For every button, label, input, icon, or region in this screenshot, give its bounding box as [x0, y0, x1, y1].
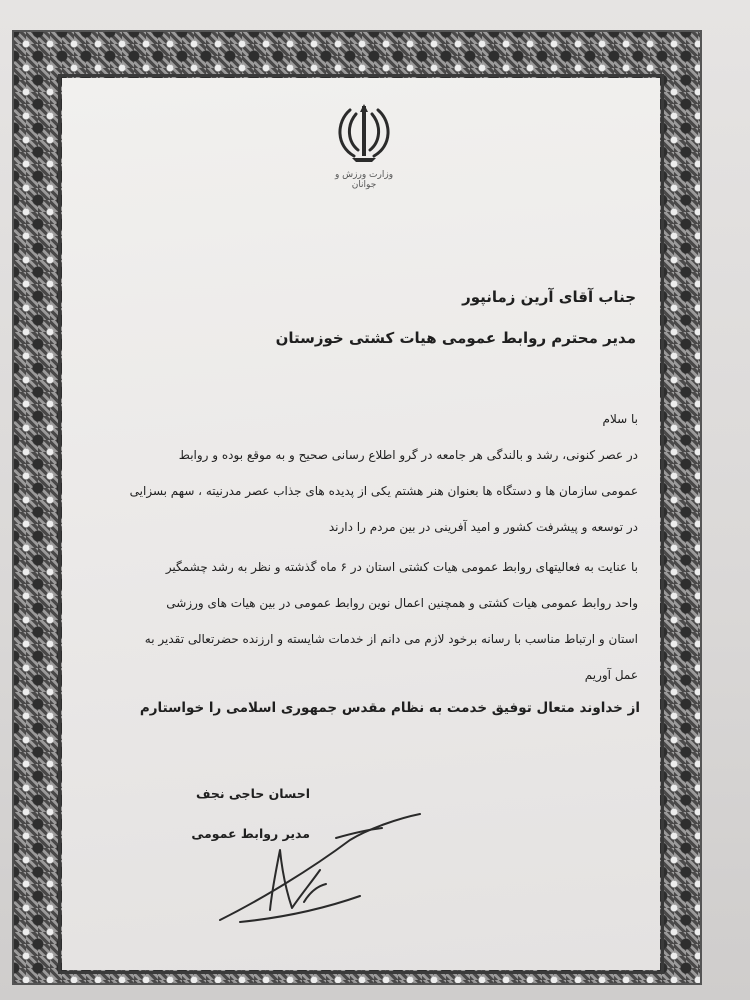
handwritten-signature — [200, 800, 440, 940]
body-line: با عنایت به فعالیتهای روابط عمومی هیات کشتی استان در ۶ ماه گذشته و نظر به رشد چشمگیر — [165, 560, 638, 574]
ministry-caption: وزارت ورزش و جوانان — [334, 170, 394, 190]
recipient-name: جناب آقای آرین زمانپور — [462, 288, 636, 306]
body-line: عمومی سازمان ها و دستگاه ها بعنوان هنر هشتم یکی از پدیده های جذاب عصر مدرنیته ، سهم بسزایی — [129, 484, 638, 498]
body-line: عمل آوریم — [584, 668, 638, 682]
recipient-title: مدیر محترم روابط عمومی هیات کشتی خوزستان — [275, 329, 636, 347]
body-line: استان و ارتباط مناسب با رسانه برخود لازم می دانم از خدمات شایسته و ارزنده حضرتعالی تقدیر به — [144, 632, 638, 646]
body-line: واحد روابط عمومی هیات کشتی و همچنین اعمال نوین روابط عمومی در بین هیات های ورزشی — [166, 596, 638, 610]
closing-line: از خداوند متعال توفیق خدمت به نظام مقدس جمهوری اسلامی را خواستارم — [139, 700, 640, 716]
body-line: در عصر کنونی، رشد و بالندگی هر جامعه در گرو اطلاع رسانی صحیح و به موقع بوده و روابط — [178, 448, 638, 462]
salutation: با سلام — [602, 412, 638, 426]
iran-emblem-icon — [332, 102, 396, 164]
signer-name: احسان حاجی نجف — [195, 786, 310, 801]
body-line: در توسعه و پیشرفت کشور و امید آفرینی در بین مردم را دارند — [328, 520, 638, 534]
signer-title: مدیر روابط عمومی — [191, 826, 310, 841]
